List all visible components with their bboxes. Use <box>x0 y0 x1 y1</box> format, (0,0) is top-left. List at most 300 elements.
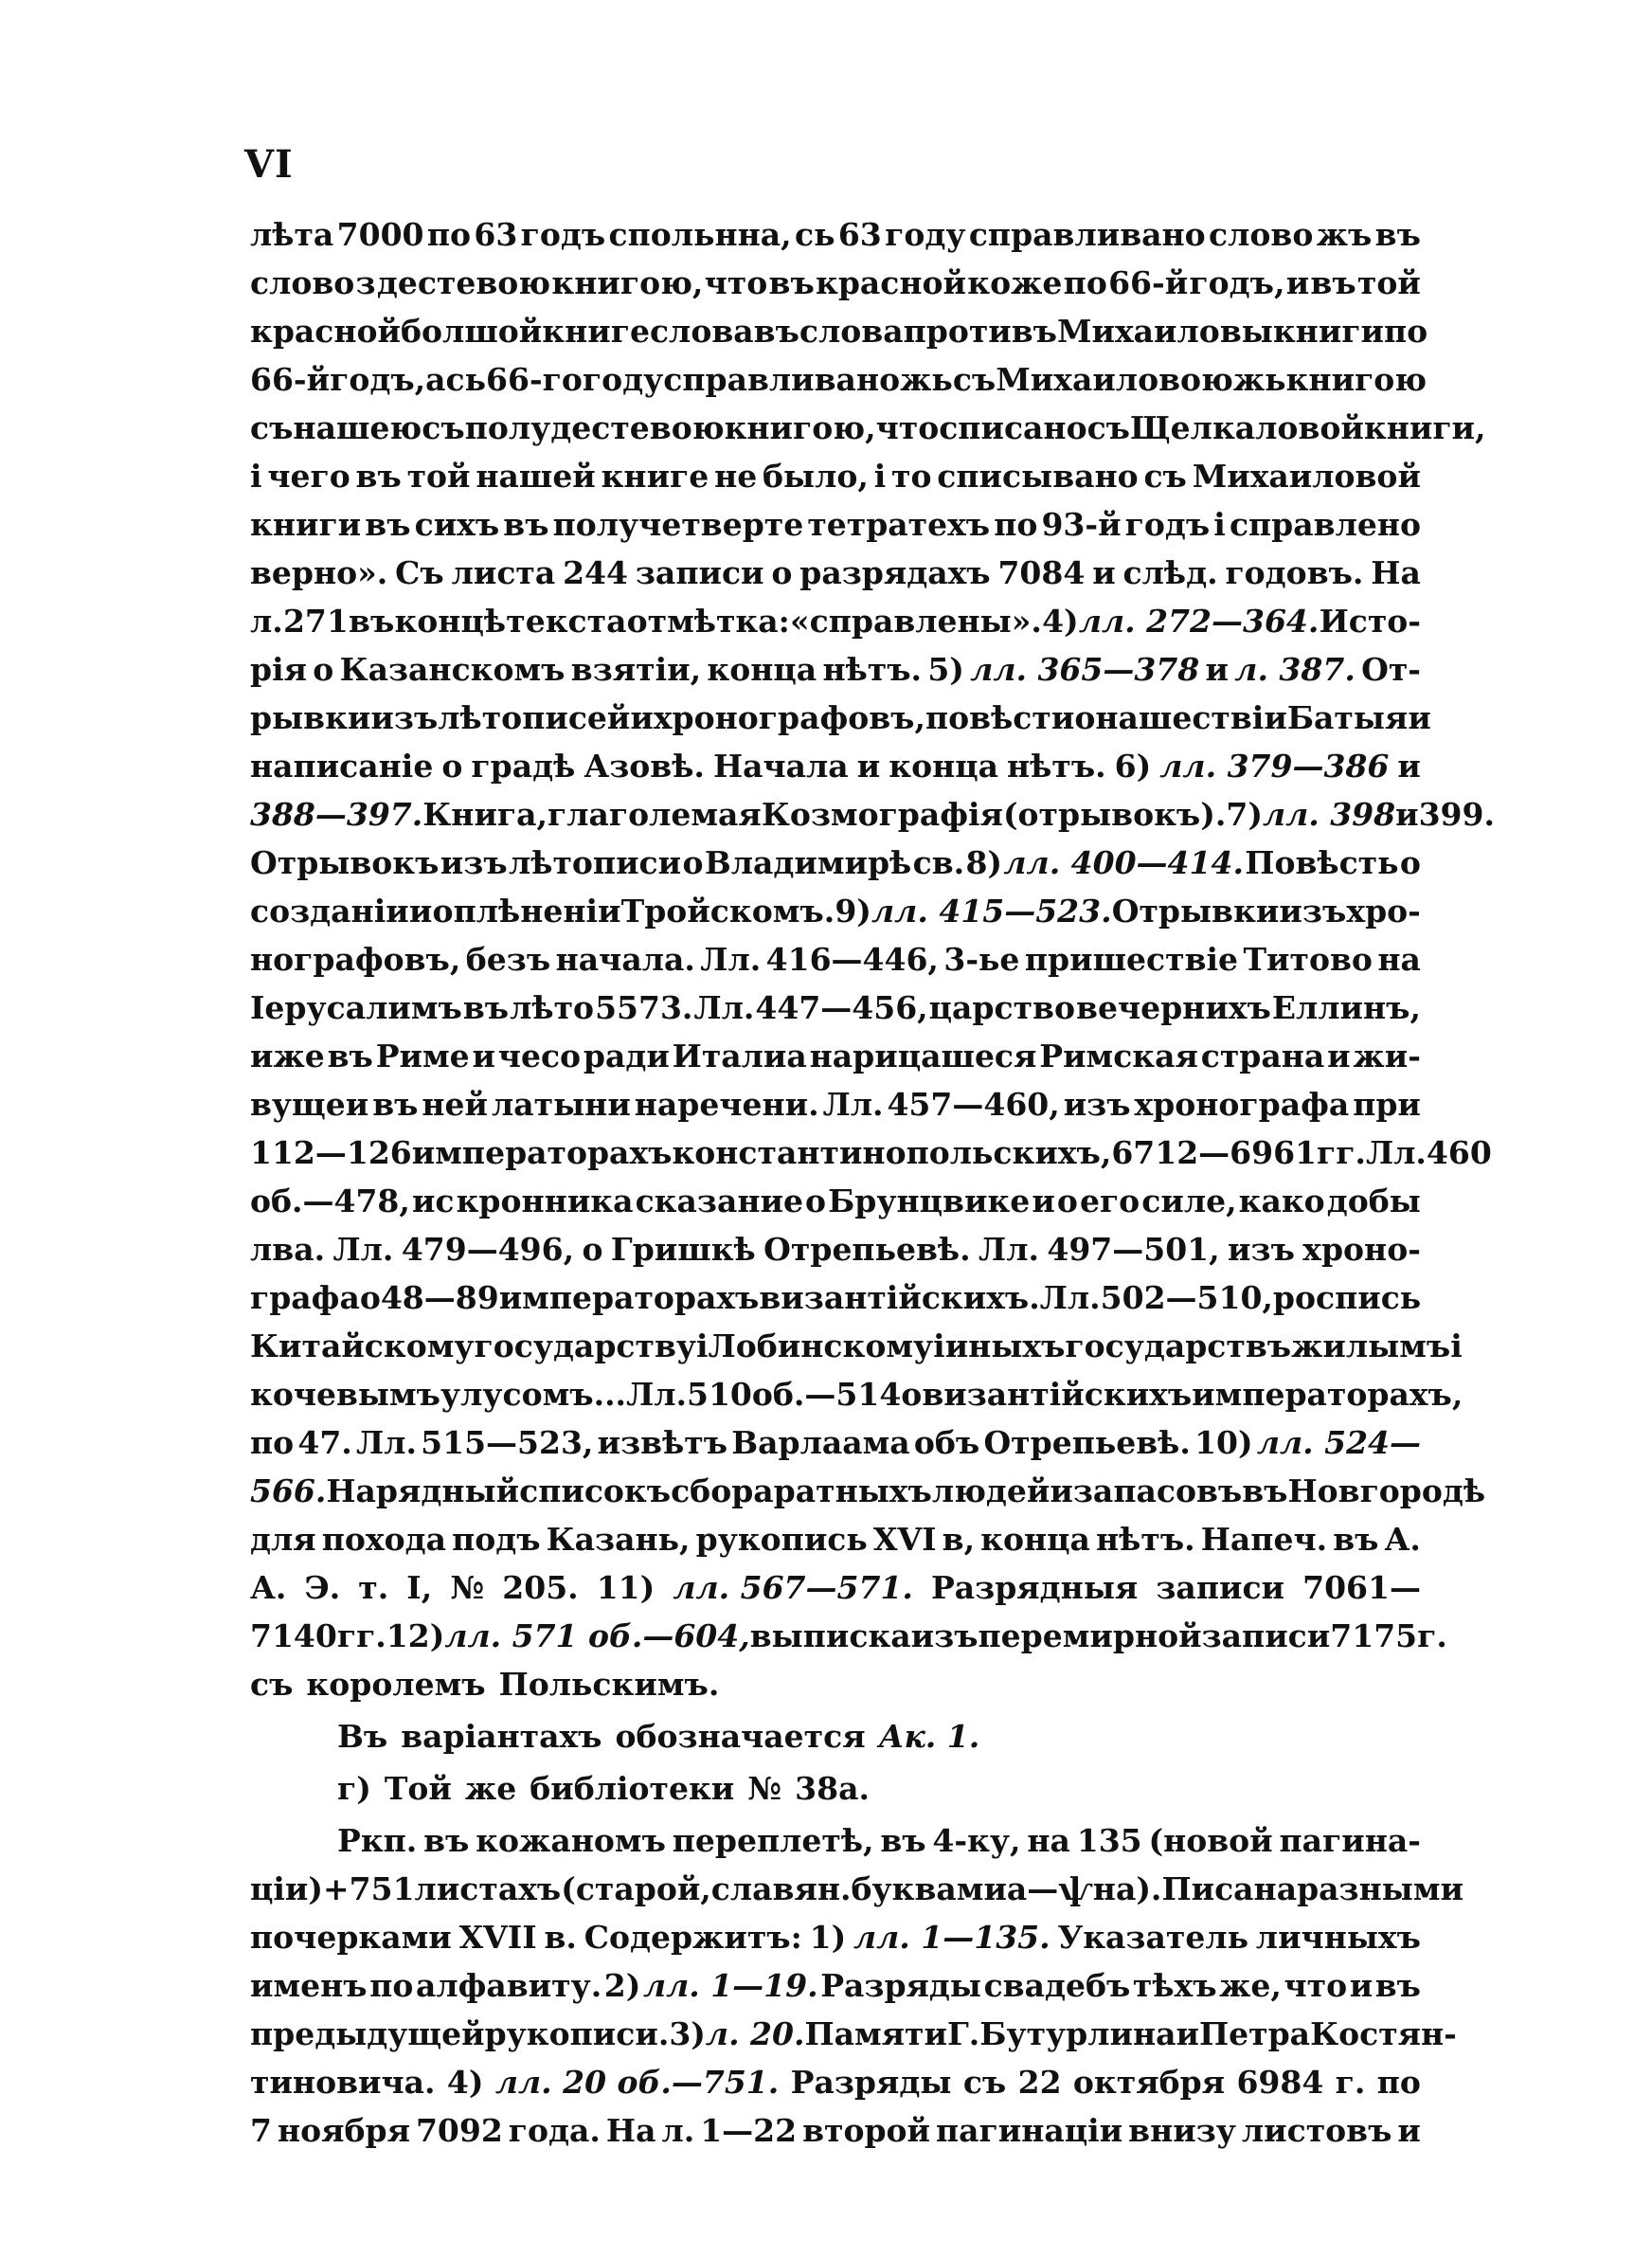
word: а—ѱна). <box>1006 1870 1162 1907</box>
word: 93-й <box>1041 506 1122 543</box>
word: Владимирѣ <box>704 844 912 881</box>
word: пришествіе <box>1024 941 1239 978</box>
word: Отрепьевѣ. <box>983 1424 1191 1461</box>
word: пагинаціи <box>936 2112 1123 2149</box>
text-line <box>250 1515 1421 1563</box>
word: От- <box>1361 651 1421 688</box>
word: 2) <box>603 1967 641 2004</box>
text-line <box>250 1418 1421 1467</box>
word: 135 <box>1076 1822 1142 1859</box>
word: о <box>805 1183 827 1219</box>
word: Лл. <box>693 989 755 1026</box>
word: въ <box>423 1822 470 1859</box>
word: (новой <box>1148 1822 1273 1859</box>
text-line <box>250 1225 1421 1273</box>
text-line <box>250 355 1428 404</box>
word: добы <box>1326 1183 1421 1219</box>
word: по <box>369 1967 414 2004</box>
text-line <box>250 645 1421 694</box>
text-line <box>250 1128 1492 1177</box>
word: Лл. <box>1365 1134 1427 1171</box>
word: Казань, <box>546 1521 691 1558</box>
word: списокъ <box>519 1472 672 1509</box>
word: Варлаама <box>731 1424 910 1461</box>
word: Писана <box>1161 1870 1298 1907</box>
word: 5) <box>927 651 964 688</box>
word: что <box>1284 1967 1348 2004</box>
word: чесо <box>497 1038 582 1074</box>
word: Въ <box>337 1718 388 1755</box>
word: (старой, <box>561 1870 711 1907</box>
word: по <box>1063 264 1107 301</box>
word: кочевымъ <box>250 1376 440 1413</box>
word: № <box>450 1569 485 1606</box>
word: л. <box>250 603 283 640</box>
word: Съ <box>395 554 444 591</box>
word: Лл. <box>332 1231 394 1268</box>
word: октября <box>1072 2064 1226 2101</box>
word: листа <box>451 554 556 591</box>
word: тиновича. <box>250 2064 436 2101</box>
word: въ <box>1374 1967 1421 2004</box>
word: св. <box>912 844 965 881</box>
word: гг. <box>336 1617 386 1654</box>
word: жъ <box>1316 216 1373 253</box>
word: 460 <box>1426 1134 1492 1171</box>
word: 566. <box>250 1472 327 1509</box>
word: о <box>901 1376 923 1413</box>
word: въ <box>349 603 395 640</box>
word: латыни <box>491 1086 631 1123</box>
word: и <box>1285 264 1310 301</box>
word: слова <box>799 313 904 350</box>
text-line <box>250 935 1421 984</box>
word: обозначается <box>615 1718 866 1755</box>
word: лѣтописей <box>438 699 631 736</box>
word: въ <box>372 1086 419 1123</box>
word: жь <box>1232 361 1286 398</box>
text-line <box>250 1370 1463 1418</box>
word: конца <box>980 1521 1090 1558</box>
text-line <box>250 1563 1421 1612</box>
word: повѣсти <box>925 699 1075 736</box>
text-line <box>250 1177 1421 1225</box>
word: Михаиловы <box>1057 313 1273 350</box>
word: Китайскому <box>250 1327 475 1364</box>
word: не <box>714 458 758 495</box>
word: ноября <box>277 2112 410 2149</box>
word: А. <box>250 1569 287 1606</box>
word: что <box>704 264 768 301</box>
word: об.—514 <box>751 1376 902 1413</box>
word: і <box>1450 1327 1463 1364</box>
word: 7084 <box>997 554 1086 591</box>
text-line <box>250 307 1428 355</box>
word: Лобинскому <box>708 1327 934 1364</box>
word: лл. 1—135. <box>853 1919 1050 1956</box>
word: 7 <box>250 2112 272 2149</box>
word: жилымъ <box>1291 1327 1451 1364</box>
word: хронографовъ, <box>653 699 925 736</box>
word: книгою, <box>551 264 704 301</box>
word: свадебъ <box>983 1967 1131 2004</box>
word: о <box>682 844 704 881</box>
word: константинопольскихъ, <box>672 1134 1112 1171</box>
word: хроно- <box>1302 1231 1421 1268</box>
word: изъ <box>1279 893 1347 930</box>
word: 6712—6961 <box>1111 1134 1318 1171</box>
word: хронографа <box>1134 1086 1350 1123</box>
word: взятіи, <box>570 651 702 688</box>
word: Исто- <box>1319 603 1421 640</box>
word: 510 <box>687 1376 752 1413</box>
word: императорахъ, <box>1192 1376 1463 1413</box>
word: съ <box>952 361 997 398</box>
word: по <box>250 1424 295 1461</box>
word: Разряды <box>790 2064 952 2101</box>
word: въ <box>768 264 815 301</box>
word: сбора <box>671 1472 774 1509</box>
word: ратныхъ <box>773 1472 932 1509</box>
word: глаголемая <box>548 796 762 833</box>
word: 388—397. <box>250 796 423 833</box>
word: 1) <box>809 1919 847 1956</box>
word: лва. <box>250 1231 326 1268</box>
word: Риме <box>375 1038 470 1074</box>
word: і <box>1213 506 1226 543</box>
word: Батыя <box>1286 699 1409 736</box>
word: 6) <box>1114 748 1152 785</box>
word: было, <box>763 458 869 495</box>
word: и <box>630 699 654 736</box>
word: 1—22 <box>700 2112 798 2149</box>
word: и <box>408 893 433 930</box>
word: нографовъ, <box>250 941 461 978</box>
word: личныхъ <box>1255 1919 1421 1956</box>
text-line <box>250 1273 1421 1322</box>
word: градѣ <box>471 748 576 785</box>
word: спольнна, <box>608 216 792 253</box>
word: како <box>1238 1183 1325 1219</box>
word: жи- <box>1353 1038 1421 1074</box>
word: записи <box>1201 1617 1331 1654</box>
word: лл. 398 <box>1262 796 1396 833</box>
word: Еллинъ, <box>1271 989 1421 1026</box>
word: о <box>582 1231 603 1268</box>
word: Новгородѣ <box>1287 1472 1486 1509</box>
word: Тройскомъ. <box>620 893 835 930</box>
text-line <box>250 1080 1421 1128</box>
text-line <box>250 984 1421 1032</box>
word: г. <box>1417 1617 1447 1654</box>
word: при <box>1353 1086 1421 1123</box>
word: и <box>1397 2112 1421 2149</box>
word: алфавиту. <box>415 1967 602 2004</box>
word: 66-й <box>250 361 331 398</box>
word: книгою <box>1285 361 1428 398</box>
word: почерками <box>250 1919 452 1956</box>
word: книгою, <box>724 409 876 446</box>
word: году <box>582 361 664 398</box>
word: лл. 415—523. <box>871 893 1112 930</box>
word: и <box>1050 1472 1073 1509</box>
word: записи <box>1156 1569 1285 1606</box>
word: въ <box>462 989 510 1026</box>
text-line <box>250 210 1421 259</box>
word: верно». <box>250 554 388 591</box>
word: 4) <box>446 2064 484 2101</box>
word: о <box>432 893 454 930</box>
word: і <box>250 458 262 495</box>
word: чего <box>267 458 350 495</box>
word: подъ <box>452 1521 541 1558</box>
word: красной <box>250 313 402 350</box>
word: Михаиловою <box>996 361 1233 398</box>
word: 3-ье <box>943 941 1020 978</box>
text-line <box>250 742 1421 790</box>
word: вущеи <box>250 1086 369 1123</box>
word: Г. <box>946 2015 980 2052</box>
word: въ <box>503 506 549 543</box>
word: роспись <box>1272 1279 1422 1316</box>
word: лл. 20 об.—751. <box>494 2064 780 2101</box>
word: той <box>406 458 471 495</box>
word: на <box>1027 1822 1070 1859</box>
word: годъ <box>1124 506 1211 543</box>
word: его <box>1079 1183 1140 1219</box>
word: Той <box>384 1770 452 1807</box>
word: съ <box>962 2064 1007 2101</box>
word: Брунцвике <box>828 1183 1031 1219</box>
word: сь <box>445 361 487 398</box>
word: года. <box>508 2112 601 2149</box>
word: слово <box>1209 216 1314 253</box>
word: и <box>472 1038 495 1074</box>
word: Костян- <box>1310 2015 1457 2052</box>
word: нѣтъ. <box>822 651 923 688</box>
word: Отрывки <box>1111 893 1280 930</box>
word: Начала <box>712 748 849 785</box>
word: 66-го <box>486 361 583 398</box>
word: г. <box>1335 2064 1366 2101</box>
word: 38а. <box>795 1770 870 1807</box>
word: 9) <box>835 893 871 930</box>
word: объ <box>913 1424 980 1461</box>
word: нѣтъ. <box>1096 1521 1195 1558</box>
word: плѣненіи <box>453 893 621 930</box>
word: Римская <box>1039 1038 1198 1074</box>
word: о <box>441 748 463 785</box>
word: справлено <box>1229 506 1421 543</box>
word: изъ <box>1063 1086 1131 1123</box>
word: въ <box>1374 216 1421 253</box>
word: же, <box>1219 1967 1282 2004</box>
word: лл. 272—364. <box>1078 603 1320 640</box>
word: и <box>1092 554 1116 591</box>
word: 3) <box>669 2015 706 2052</box>
word: Напеч. <box>1200 1521 1328 1558</box>
word: 66-й <box>1108 264 1189 301</box>
word: лл. 365—378 <box>970 651 1200 688</box>
word: гг. <box>1317 1134 1366 1171</box>
word: 22 <box>1017 2064 1062 2101</box>
word: об.—478, <box>250 1183 410 1219</box>
word: 4) <box>1042 603 1079 640</box>
word: о <box>1056 1183 1078 1219</box>
word: годъ <box>520 216 606 253</box>
word: жь <box>900 361 953 398</box>
word: (отрывокъ). <box>1002 796 1227 833</box>
word: слово <box>250 264 355 301</box>
word: и <box>1176 2015 1199 2052</box>
word: I, <box>406 1569 433 1606</box>
word: лѣтописи <box>508 844 682 881</box>
word: и <box>1397 748 1421 785</box>
word: 12) <box>386 1617 445 1654</box>
word: и <box>1327 1038 1351 1074</box>
text-line <box>250 404 1486 452</box>
word: На <box>605 2112 656 2149</box>
word: Лл. <box>1039 1279 1101 1316</box>
word: слѣд. <box>1122 554 1218 591</box>
word: ней <box>422 1086 489 1123</box>
word: буквами <box>851 1870 1007 1907</box>
text-line <box>250 694 1431 742</box>
word: царство <box>928 989 1075 1026</box>
word: разрядахъ <box>799 554 991 591</box>
word: библіотеки <box>530 1770 735 1807</box>
word: і <box>696 1327 709 1364</box>
word: 11) <box>596 1569 655 1606</box>
word: запасовъ <box>1072 1472 1243 1509</box>
word: извѣтъ <box>597 1424 728 1461</box>
word: вечернихъ <box>1076 989 1271 1026</box>
word: 515—523, <box>421 1424 594 1461</box>
word: то <box>891 458 932 495</box>
word: в. <box>544 1919 577 1956</box>
word: въ <box>327 1038 373 1074</box>
word: Михаиловой <box>1192 458 1421 495</box>
word: году <box>885 216 966 253</box>
word: императорахъ <box>498 1279 760 1316</box>
word: Лл. <box>979 1231 1039 1268</box>
word: 10) <box>1194 1424 1253 1461</box>
word: написаніе <box>250 748 434 785</box>
word: государствъ <box>1065 1327 1292 1364</box>
word: 7175 <box>1330 1617 1418 1654</box>
word: перемирной <box>978 1617 1202 1654</box>
word: иже <box>250 1038 325 1074</box>
word: з <box>355 264 376 301</box>
word: Лл. <box>822 1086 884 1123</box>
word: лл. 567—571. <box>673 1569 913 1606</box>
word: 112—126 <box>250 1134 412 1171</box>
word: Отрепьевѣ. <box>763 1231 971 1268</box>
word: о <box>771 554 793 591</box>
word: ис <box>411 1183 455 1219</box>
word: въ <box>1242 1472 1288 1509</box>
word: а <box>425 361 446 398</box>
word: дестевою <box>376 264 551 301</box>
word: выписка <box>749 1617 911 1654</box>
word: листовъ <box>1241 2112 1392 2149</box>
word: книге <box>601 458 709 495</box>
word: что <box>875 409 940 446</box>
word: по <box>994 506 1038 543</box>
word: 244 <box>563 554 629 591</box>
word: начала. <box>555 941 695 978</box>
word: именъ <box>250 1967 368 2004</box>
word: лл. 1—19. <box>642 1967 818 2004</box>
text-line <box>250 1032 1421 1080</box>
word: книге <box>542 313 650 350</box>
word: лѣто <box>510 989 595 1026</box>
word: 7) <box>1226 796 1263 833</box>
text-line <box>250 597 1421 645</box>
word: Италиа <box>672 1038 807 1074</box>
text-line <box>250 1612 1447 1660</box>
word: въ <box>753 313 799 350</box>
word: 7000 <box>336 216 424 253</box>
word: лѣта <box>250 216 334 253</box>
word: королемъ <box>306 1666 486 1703</box>
word: Бутурлина <box>979 2015 1176 2052</box>
word: справливано <box>968 216 1206 253</box>
text-line <box>250 790 1495 839</box>
body-text <box>250 210 1495 2155</box>
word: справливано <box>663 361 901 398</box>
word: государству <box>474 1327 697 1364</box>
word: же <box>464 1770 517 1807</box>
word: и <box>1408 699 1431 736</box>
word: лл. 571 об.—604, <box>444 1617 750 1654</box>
word: Петра <box>1199 2015 1311 2052</box>
word: хро- <box>1346 893 1421 930</box>
word: 7092 <box>415 2112 503 2149</box>
word: и <box>856 748 881 785</box>
word: На <box>1371 554 1421 591</box>
word: А. <box>1384 1521 1421 1558</box>
word: изъ <box>910 1617 979 1654</box>
word: въ <box>1310 264 1356 301</box>
text-line <box>250 2010 1457 2058</box>
word: Титово <box>1243 941 1373 978</box>
word: кронника <box>456 1183 634 1219</box>
word: нашей <box>476 458 596 495</box>
word: людей <box>931 1472 1050 1509</box>
word: лл. 400—414. <box>1003 844 1244 881</box>
word: 48—89 <box>380 1279 499 1316</box>
word: императорахъ <box>411 1134 673 1171</box>
word: и <box>1205 651 1230 688</box>
word: 63 <box>474 216 518 253</box>
word: по <box>1384 313 1428 350</box>
word: по <box>426 216 472 253</box>
text-line <box>250 500 1421 549</box>
word: Разряды <box>820 1967 981 2004</box>
word: списано <box>939 409 1087 446</box>
word: Разрядныя <box>930 1569 1139 1606</box>
text-line <box>250 259 1421 307</box>
word: Лл. <box>356 1424 417 1461</box>
word: о <box>1399 844 1421 881</box>
word: т. <box>358 1569 389 1606</box>
word: Польскимъ. <box>498 1666 720 1703</box>
text-line <box>250 2106 1421 2155</box>
word: въ <box>365 506 411 543</box>
word: рукописи. <box>484 2015 670 2052</box>
word: XVII <box>458 1919 537 1956</box>
